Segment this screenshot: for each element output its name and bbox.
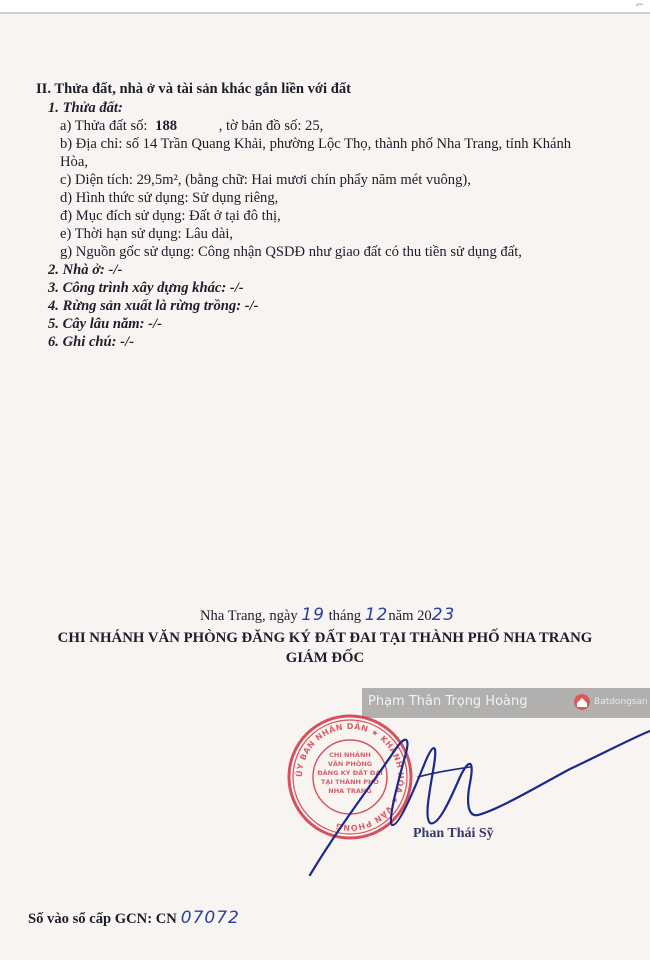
item-label: 2. Nhà ở: — [48, 262, 105, 278]
usage-form-line: d) Hình thức sử dụng: Sử dụng riêng, — [60, 190, 279, 206]
svg-text:ĐĂNG KÝ ĐẤT ĐAI: ĐĂNG KÝ ĐẤT ĐAI — [317, 769, 383, 777]
issuing-office: CHI NHÁNH VĂN PHÒNG ĐĂNG KÝ ĐẤT ĐAI TẠI THÀNH PHỐ NHA TRANG — [57, 630, 593, 646]
item-value: -/- — [226, 280, 244, 296]
date-day: 19 — [301, 605, 325, 625]
list-item — [48, 297, 259, 315]
list-item — [48, 279, 244, 297]
area-line: c) Diện tích: 29,5m², (bằng chữ: Hai mươi chín phẩy năm mét vuông), — [60, 172, 471, 188]
parcel-number: 188 — [155, 118, 178, 134]
svg-text:ỦY BAN NHÂN DÂN ★ KHÁNH HÒA ★: ỦY BAN NHÂN DÂN ★ KHÁNH HÒA ★ VĂN PHÒNG — [294, 721, 406, 833]
svg-text:CHI NHÁNH: CHI NHÁNH — [329, 751, 371, 759]
item-value: -/- — [144, 316, 162, 332]
list-item — [48, 261, 122, 279]
certificate-number: 07072 — [180, 908, 240, 928]
watermark-name: Phạm Thân Trọng Hoàng — [368, 694, 528, 709]
usage-origin-line: g) Nguồn gốc sử dụng: Công nhận QSDĐ như giao đất có thu tiền sử dụng đất, — [60, 244, 522, 260]
address-line-1: b) Địa chỉ: số 14 Trần Quang Khải, phường Lộc Thọ, thành phố Nha Trang, tỉnh Khánh — [60, 136, 572, 152]
signer-name: Phan Thái Sỹ — [413, 826, 494, 841]
land-heading: 1. Thửa đất: — [48, 100, 123, 116]
corner-mark: ⌐ — [635, 0, 644, 11]
item-value: -/- — [116, 334, 134, 350]
svg-text:NHA TRANG: NHA TRANG — [328, 787, 372, 795]
parcel-label: a) Thửa đất số: — [60, 118, 148, 134]
svg-text:TẠI THÀNH PHỐ: TẠI THÀNH PHỐ — [321, 778, 379, 786]
item-label: 4. Rừng sản xuất là rừng trồng: — [48, 298, 242, 314]
land-parcel-line — [60, 117, 323, 135]
certificate-number-label: Số vào sổ cấp GCN: CN — [28, 911, 177, 927]
address-line-2: Hòa, — [60, 154, 88, 170]
position-title: GIÁM ĐỐC — [285, 650, 365, 666]
date-year-label: năm 20 — [388, 608, 432, 624]
item-value: -/- — [104, 262, 123, 278]
svg-text:VĂN PHÒNG: VĂN PHÒNG — [327, 760, 373, 768]
item-label: 6. Ghi chú: — [48, 334, 117, 350]
signature — [300, 705, 650, 880]
certificate-number-line — [28, 909, 240, 928]
item-value: -/- — [241, 298, 259, 314]
item-label: 3. Công trình xây dựng khác: — [48, 280, 227, 296]
watermark-brand: Batdongsan — [594, 697, 648, 707]
section-title: II. Thửa đất, nhà ở và tài sản khác gắn liền với đất — [36, 81, 351, 97]
date-month: 12 — [364, 605, 389, 625]
usage-purpose-line: đ) Mục đích sử dụng: Đất ở tại đô thị, — [60, 208, 281, 224]
list-item — [48, 333, 134, 351]
item-label: 5. Cây lâu năm: — [48, 316, 145, 332]
issue-date — [200, 606, 455, 625]
date-prefix: Nha Trang, ngày — [200, 608, 302, 624]
map-sheet: , tờ bản đồ số: 25, — [218, 118, 324, 134]
date-year: 23 — [431, 605, 456, 625]
list-item — [48, 315, 162, 333]
date-month-label: tháng — [324, 608, 365, 624]
usage-term-line: e) Thời hạn sử dụng: Lâu dài, — [60, 226, 234, 242]
